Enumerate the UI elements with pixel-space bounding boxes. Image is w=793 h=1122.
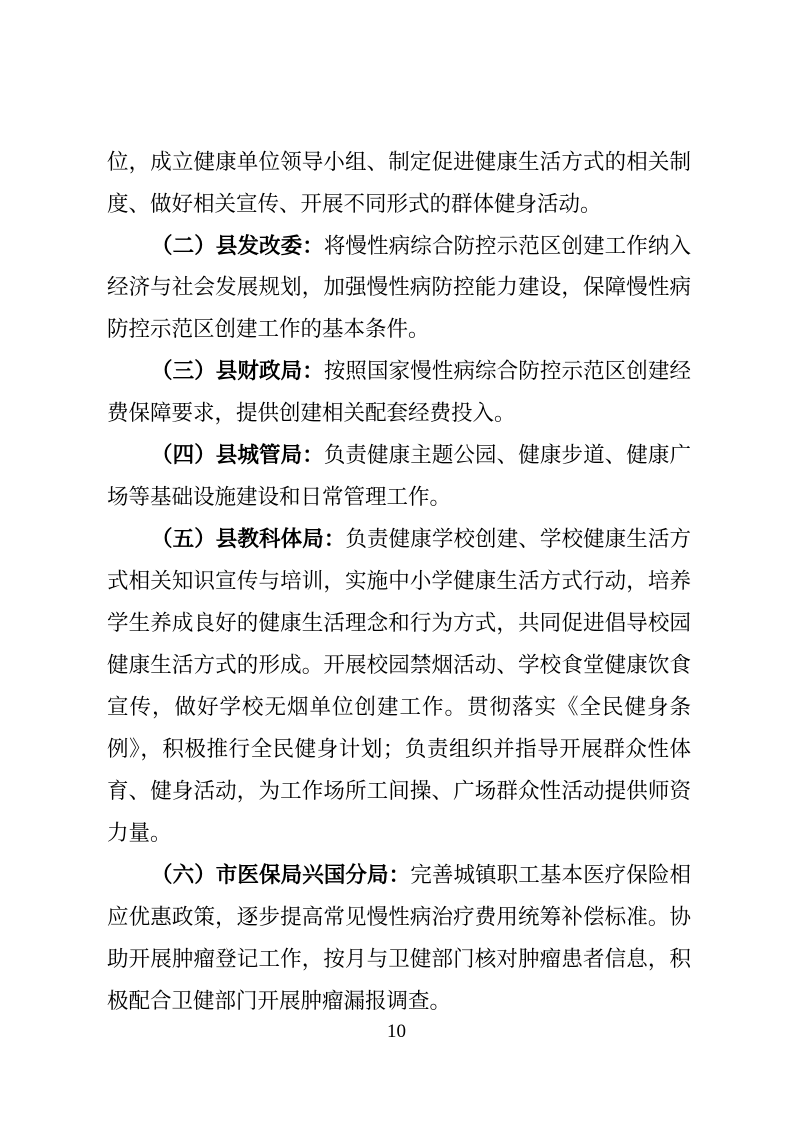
body-line: 极配合卫健部门开展肿瘤漏报调查。 bbox=[107, 989, 452, 1014]
body-line: 经济与社会发展规划，加强慢性病防控能力建设，保障慢性病 bbox=[107, 275, 691, 300]
section-heading-yibaoju: （六）市医保局兴国分局： bbox=[151, 863, 411, 888]
body-line: 宣传，做好学校无烟单位创建工作。贯彻落实《全民健身条 bbox=[107, 695, 691, 720]
section-text: 按照国家慢性病综合防控示范区创建经 bbox=[323, 359, 691, 384]
body-line: 度、做好相关宣传、开展不同形式的群体健身活动。 bbox=[107, 192, 602, 217]
body-line: 例》，积极推行全民健身计划；负责组织并指导开展群众性体 bbox=[107, 737, 691, 762]
body-line: 场等基础设施建设和日常管理工作。 bbox=[107, 485, 452, 510]
section-heading-fagaiwei: （二）县发改委： bbox=[151, 234, 324, 259]
section-heading-jiaoketiju: （五）县教科体局： bbox=[151, 527, 346, 552]
body-line: 式相关知识宣传与培训，实施中小学健康生活方式行动，培养 bbox=[107, 569, 691, 594]
section-heading-chengguanju: （四）县城管局： bbox=[151, 443, 324, 468]
section-line bbox=[151, 520, 691, 560]
page-number: 10 bbox=[387, 1021, 406, 1042]
section-heading-caizhengju: （三）县财政局： bbox=[151, 359, 324, 384]
body-line: 位，成立健康单位领导小组、制定促进健康生活方式的相关制 bbox=[107, 150, 691, 175]
section-text: 将慢性病综合防控示范区创建工作纳入 bbox=[323, 234, 691, 259]
body-line: 应优惠政策，逐步提高常见慢性病治疗费用统筹补偿标准。协 bbox=[107, 905, 691, 930]
section-line bbox=[151, 227, 691, 267]
section-line bbox=[151, 436, 691, 476]
body-line: 助开展肿瘤登记工作，按月与卫健部门核对肿瘤患者信息，积 bbox=[107, 947, 691, 972]
section-line bbox=[151, 856, 691, 896]
body-line: 防控示范区创建工作的基本条件。 bbox=[107, 317, 430, 342]
body-line: 健康生活方式的形成。开展校园禁烟活动、学校食堂健康饮食 bbox=[107, 653, 691, 678]
body-line: 费保障要求，提供创建相关配套经费投入。 bbox=[107, 401, 516, 426]
section-line bbox=[151, 352, 691, 392]
body-line: 育、健身活动，为工作场所工间操、广场群众性活动提供师资 bbox=[107, 779, 691, 804]
section-text: 完善城镇职工基本医疗保险相 bbox=[410, 863, 691, 888]
body-line: 学生养成良好的健康生活理念和行为方式，共同促进倡导校园 bbox=[107, 611, 691, 636]
section-text: 负责健康学校创建、学校健康生活方 bbox=[345, 527, 691, 552]
body-line: 力量。 bbox=[107, 821, 172, 846]
section-text: 负责健康主题公园、健康步道、健康广 bbox=[323, 443, 691, 468]
